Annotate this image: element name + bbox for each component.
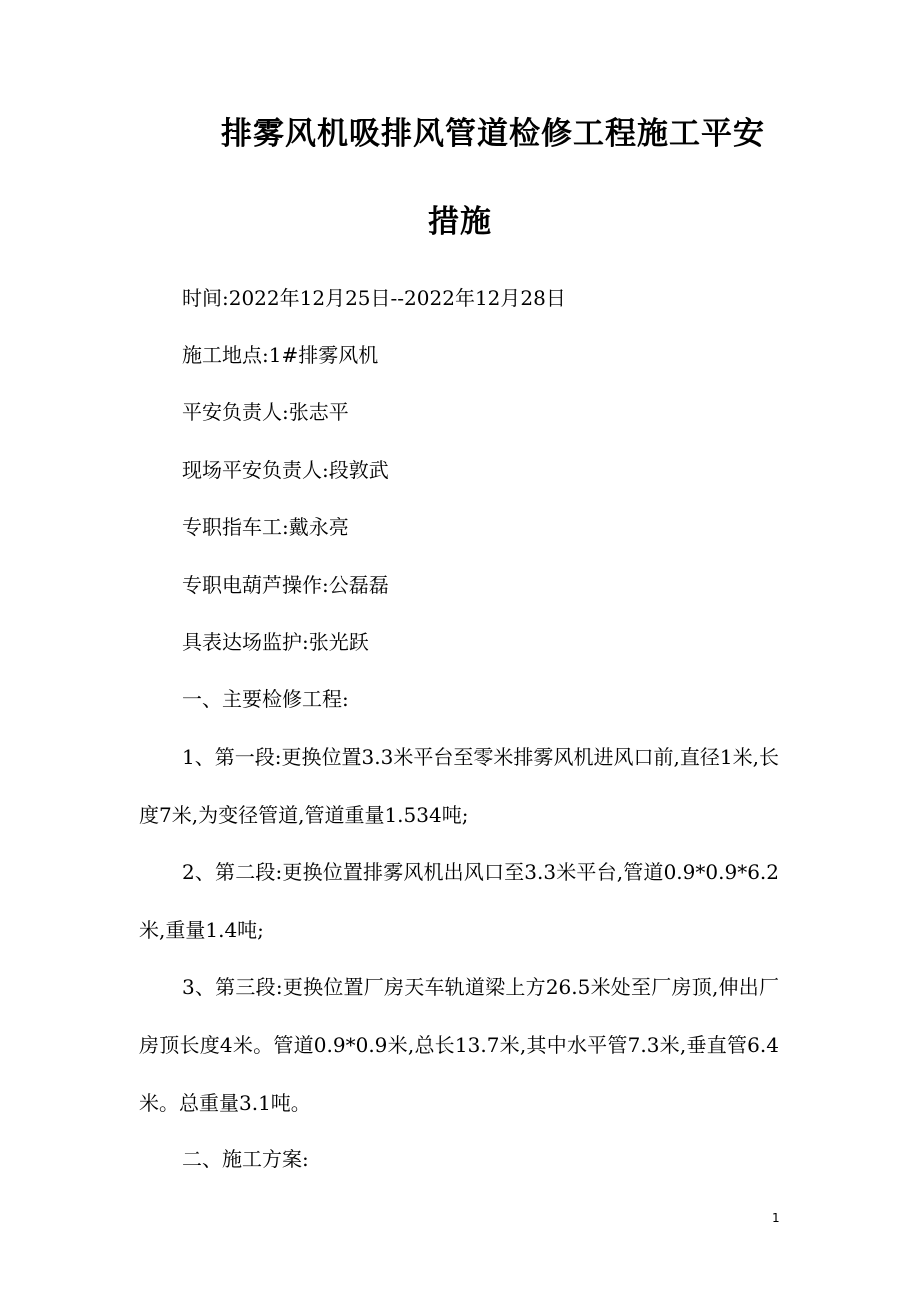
crane-signaler: 专职指车工:戴永亮 — [182, 515, 349, 539]
document-title-line-1: 排雾风机吸排风管道检修工程施工平安 — [221, 116, 765, 152]
construction-location: 施工地点:1#排雾风机 — [182, 343, 379, 367]
site-safety-leader: 现场平安负责人:段敦武 — [182, 458, 389, 482]
construction-time: 时间:2022年12月25日--2022年12月28日 — [182, 286, 566, 310]
project-item-1: 1、第一段:更换位置3.3米平台至零米排雾风机进风口前,直径1米,长度7米,为变径管道,管道重量1.534吨; — [139, 745, 779, 827]
project-item-2: 2、第二段:更换位置排雾风机出风口至3.3米平台,管道0.9*0.9*6.2米,重量1.4吨; — [139, 860, 779, 942]
section-2-heading: 二、施工方案: — [182, 1147, 309, 1171]
hoist-operator: 专职电葫芦操作:公磊磊 — [182, 573, 389, 597]
document-title-line-2: 措施 — [428, 204, 492, 240]
site-supervisor: 具表达场监护:张光跃 — [182, 630, 369, 654]
project-item-3: 3、第三段:更换位置厂房天车轨道梁上方26.5米处至厂房顶,伸出厂房顶长度4米。管道0.9*0.9米,总长13.7米,其中水平管7.3米,垂直管6.4米。总重量3.1吨。 — [139, 975, 779, 1115]
page-number: 1 — [772, 1211, 780, 1225]
safety-leader: 平安负责人:张志平 — [182, 400, 349, 424]
section-1-heading: 一、主要检修工程: — [182, 687, 349, 711]
